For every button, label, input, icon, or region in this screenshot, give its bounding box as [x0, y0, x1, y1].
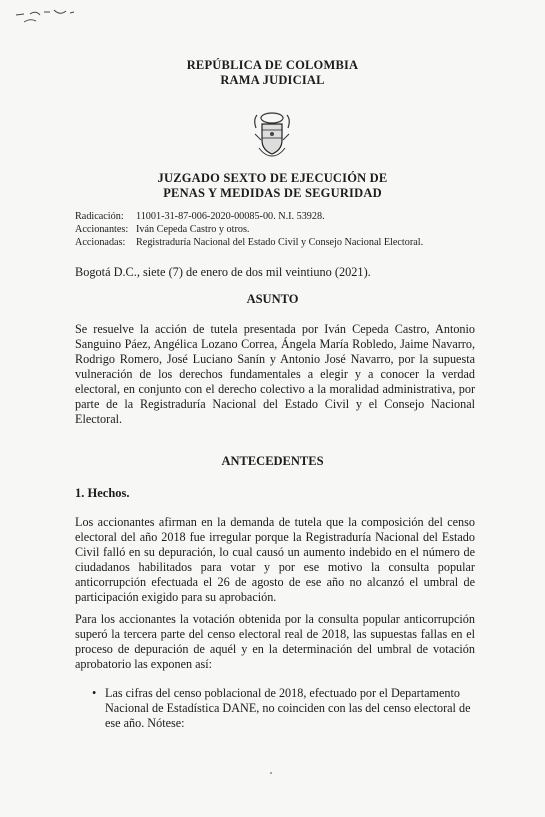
- handwritten-mark: [14, 6, 84, 26]
- scan-dot-mark: [268, 770, 274, 776]
- meta-key: Accionantes:: [75, 224, 129, 235]
- date-line: Bogotá D.C., siete (7) de enero de dos mil veintiuno (2021).: [75, 265, 371, 279]
- section-title-antecedentes: ANTECEDENTES: [221, 454, 324, 468]
- section-title-asunto: ASUNTO: [246, 292, 299, 306]
- bullet-dot-icon: •: [92, 686, 97, 700]
- paragraph-hechos-1: Los accionantes afirman en la demanda de tutela que la composición del censo electoral del año 2018 fue irregular porque la Registraduría Nacional del Estado Civil falló en su depuración, lo cual causó un aumento indebido en el número de ciudadanos habilitados para votar y por ese motivo la consulta popular anticorrupción efectuada el 26 de agosto de ese año no alcanzó el umbral de participación exigido para su aprobación.: [75, 515, 475, 604]
- paragraph-asunto: Se resuelve la acción de tutela presentada por Iván Cepeda Castro, Antonio Sanguino Páez, Angélica Lozano Correa, Ángela María Robledo, Jaime Navarro, Rodrigo Romero, José Luciano Sanín y Antonio José Navarro, por la supuesta vulneración de los derechos fundamentales a elegir y a conocer la verdad electoral, en conjunto con el derecho colectivo a la moralidad administrativa, por parte de la Registraduría Nacional del Estado Civil y el Consejo Nacional Electoral.: [75, 322, 475, 426]
- meta-value: 11001-31-87-006-2020-00085-00. N.I. 53928.: [136, 211, 325, 222]
- meta-key: Radicación:: [75, 211, 124, 222]
- meta-value: Registraduría Nacional del Estado Civil y Consejo Nacional Electoral.: [136, 237, 424, 248]
- meta-key: Accionadas:: [75, 237, 126, 248]
- court-name-line1: JUZGADO SEXTO DE EJECUCIÓN DE: [157, 171, 388, 185]
- meta-accionantes: [75, 224, 249, 236]
- court-name-line2: PENAS Y MEDIDAS DE SEGURIDAD: [163, 186, 382, 200]
- header-branch: RAMA JUDICIAL: [220, 73, 325, 87]
- subsection-title-hechos: 1. Hechos.: [75, 486, 130, 500]
- header-republic: REPÚBLICA DE COLOMBIA: [186, 58, 359, 72]
- bullet-item: [75, 686, 475, 731]
- bullet-text: Las cifras del censo poblacional de 2018, efectuado por el Departamento Nacional de Estadística DANE, no coinciden con las del censo electoral de ese año. Nótese:: [105, 686, 471, 730]
- coat-of-arms-seal: [251, 110, 293, 158]
- meta-value: Iván Cepeda Castro y otros.: [136, 224, 250, 235]
- meta-radicacion: [75, 211, 325, 223]
- meta-accionadas: [75, 237, 423, 249]
- paragraph-hechos-2: Para los accionantes la votación obtenida por la consulta popular anticorrupción superó la tercera parte del censo electoral real de 2018, las supuestas fallas en el proceso de depuración de aquél y en la determinación del umbral de votación aprobatorio las exponen así:: [75, 612, 475, 671]
